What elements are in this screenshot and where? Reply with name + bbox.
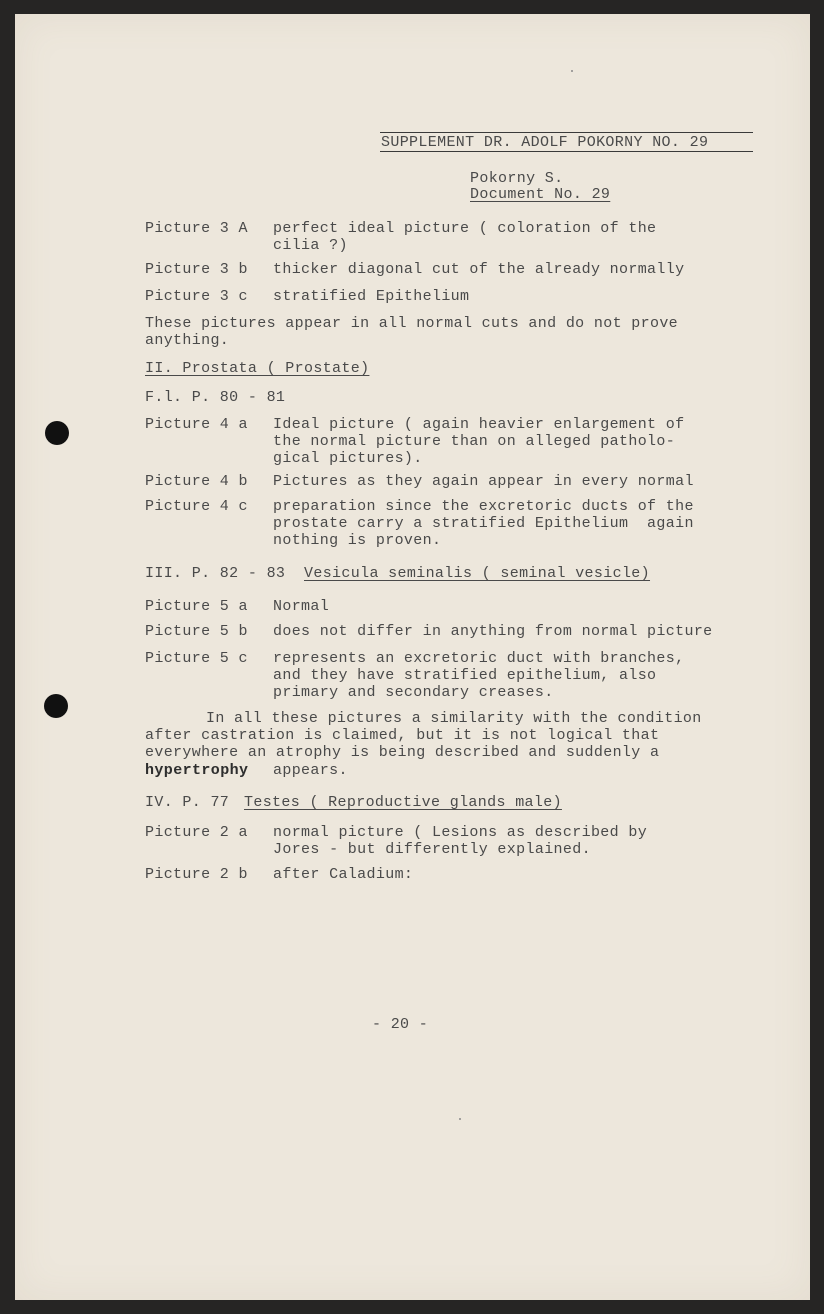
- picture-4b-text: Pictures as they again appear in every normal: [273, 473, 694, 490]
- picture-4a-text-line3: gical pictures).: [273, 450, 423, 467]
- punch-hole-top: [45, 421, 69, 445]
- paragraph-line1: In all these pictures a similarity with the condition: [206, 710, 702, 727]
- picture-4a-text-line2: the normal picture than on alleged patholo-: [273, 433, 676, 450]
- paragraph-line3: everywhere an atrophy is being described and suddenly a: [145, 744, 660, 761]
- picture-4c-text-line3: nothing is proven.: [273, 532, 442, 549]
- supplement-header: SUPPLEMENT DR. ADOLF POKORNY NO. 29: [381, 134, 709, 151]
- section-one-note-line1: These pictures appear in all normal cuts and do not prove: [145, 315, 679, 332]
- header-rule-bottom: [380, 151, 753, 152]
- paper-speck: [571, 70, 573, 72]
- picture-4a-text-line1: Ideal picture ( again heavier enlargement of: [273, 416, 685, 433]
- section-three-heading-prefix: III. P. 82 - 83: [145, 565, 286, 582]
- header-rule-top: [380, 132, 753, 133]
- picture-2a-text-line1: normal picture ( Lesions as described by: [273, 824, 648, 841]
- picture-4c-label: Picture 4 c: [145, 498, 248, 515]
- section-three-heading-title: Vesicula seminalis ( seminal vesicle): [304, 565, 651, 582]
- picture-3c-label: Picture 3 c: [145, 288, 248, 305]
- section-four-heading-title: Testes ( Reproductive glands male): [244, 794, 562, 811]
- picture-3b-label: Picture 3 b: [145, 261, 248, 278]
- punch-hole-bottom: [44, 694, 68, 718]
- paragraph-bold-word: hypertrophy: [145, 762, 249, 779]
- picture-3c-text: stratified Epithelium: [273, 288, 470, 305]
- section-four-heading-prefix: IV. P. 77: [145, 794, 230, 811]
- picture-5b-text: does not differ in anything from normal picture: [273, 623, 713, 640]
- paper-speck: [459, 1118, 461, 1120]
- page-number: - 20 -: [372, 1016, 429, 1033]
- section-one-note-line2: anything.: [145, 332, 230, 349]
- picture-5c-label: Picture 5 c: [145, 650, 248, 667]
- picture-4b-label: Picture 4 b: [145, 473, 248, 490]
- picture-4c-text-line2: prostate carry a stratified Epithelium again: [273, 515, 694, 532]
- picture-2a-text-line2: Jores - but differently explained.: [273, 841, 591, 858]
- picture-5c-text-line2: and they have stratified epithelium, also: [273, 667, 657, 684]
- picture-5c-text-line1: represents an excretoric duct with branches,: [273, 650, 685, 667]
- picture-4a-label: Picture 4 a: [145, 416, 248, 433]
- picture-2b-text: after Caladium:: [273, 866, 414, 883]
- section-two-heading: II. Prostata ( Prostate): [145, 360, 370, 377]
- picture-2b-label: Picture 2 b: [145, 866, 248, 883]
- paragraph-line4-end: appears.: [273, 762, 348, 779]
- picture-5c-text-line3: primary and secondary creases.: [273, 684, 554, 701]
- section-two-pages: F.l. P. 80 - 81: [145, 389, 286, 406]
- picture-3a-label: Picture 3 A: [145, 220, 248, 237]
- document-number: Document No. 29: [470, 186, 611, 203]
- picture-2a-label: Picture 2 a: [145, 824, 248, 841]
- picture-5b-label: Picture 5 b: [145, 623, 248, 640]
- paragraph-line2: after castration is claimed, but it is not logical that: [145, 727, 660, 744]
- picture-3a-text-line1: perfect ideal picture ( coloration of the: [273, 220, 657, 237]
- picture-3b-text: thicker diagonal cut of the already normally: [273, 261, 685, 278]
- picture-5a-label: Picture 5 a: [145, 598, 248, 615]
- picture-4c-text-line1: preparation since the excretoric ducts of the: [273, 498, 694, 515]
- picture-5a-text: Normal: [273, 598, 330, 615]
- picture-3a-text-line2: cilia ?): [273, 237, 348, 254]
- author-line: Pokorny S.: [470, 170, 564, 187]
